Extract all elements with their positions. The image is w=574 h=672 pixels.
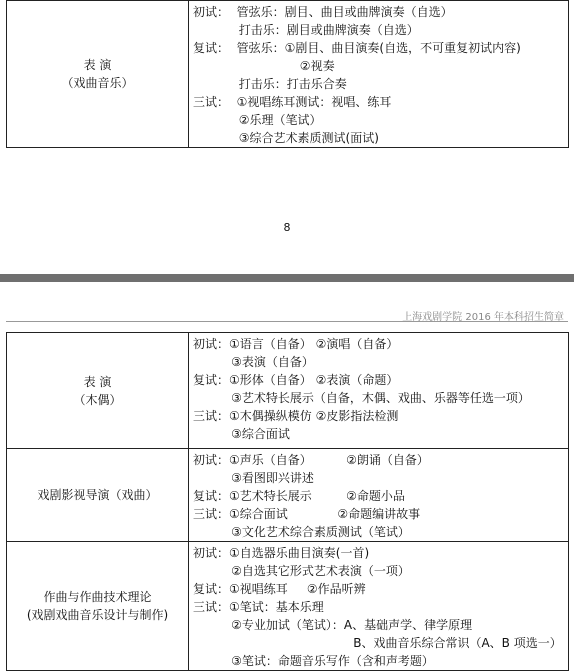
major-name: 表 演 — [83, 58, 112, 72]
exam-line: 三试：①笔试：基本乐理 — [193, 600, 324, 614]
exam-line: 打击乐：剧目或曲牌演奏（自选） — [193, 23, 419, 37]
page-top — [0, 0, 574, 274]
major-name-cell — [7, 542, 189, 671]
exam-line: 复试：①艺术特长展示 ②命题小品 — [193, 489, 405, 503]
major-name-cell — [7, 449, 189, 542]
exam-content-cell — [189, 449, 569, 542]
page-number: 8 — [283, 221, 291, 234]
exam-line: ③笔试：命题音乐写作（含和声考题） — [193, 654, 434, 668]
exam-line: 打击乐：打击乐合奏 — [193, 77, 347, 91]
exam-line: ③看图即兴讲述 — [193, 471, 314, 485]
major-subname: (戏剧戏曲音乐设计与制作) — [26, 608, 169, 622]
exam-line: ③综合面试 — [193, 427, 290, 441]
exam-line: 复试：①视唱练耳 ②作品听辨 — [193, 582, 366, 596]
major-name: 表 演 — [83, 374, 112, 389]
exam-line: ③文化艺术综合素质测试（笔试） — [193, 525, 410, 539]
exam-line: 三试：①木偶操纵模仿 ②皮影指法检测 — [193, 409, 399, 423]
admission-table-top — [6, 0, 569, 148]
table-row — [7, 1, 569, 148]
exam-line: 三试： ①视唱练耳测试：视唱、练耳 — [193, 95, 392, 109]
exam-content-cell — [189, 333, 569, 449]
running-header: 上海戏剧学院 2016 年本科招生简章 — [402, 312, 564, 323]
exam-line: ②自选其它形式艺术表演（一项） — [193, 564, 410, 578]
exam-line: B、戏曲音乐综合常识（A、B 项选一） — [193, 636, 562, 650]
exam-content-cell — [189, 542, 569, 671]
exam-line: ③表演（自备） — [193, 355, 314, 369]
exam-line: 复试：①形体（自备） ②表演（命题） — [193, 373, 399, 387]
major-name: 戏剧影视导演（戏曲） — [37, 488, 158, 502]
major-name-cell — [7, 1, 189, 148]
exam-line: ②乐理（笔试） — [193, 113, 322, 127]
exam-line: 初试： 管弦乐：剧目、曲目或曲牌演奏（自选） — [193, 5, 453, 19]
table-row — [7, 542, 569, 671]
major-name: 作曲与作曲技术理论 — [43, 590, 152, 604]
table-row — [7, 333, 569, 449]
major-name-cell — [7, 333, 189, 449]
admission-table-bottom — [6, 332, 569, 671]
exam-line: ③综合艺术素质测试(面试) — [193, 131, 379, 145]
exam-line: 初试：①语言（自备） ②演唱（自备） — [193, 337, 399, 351]
exam-line: ③艺术特长展示（自备，木偶、戏曲、乐器等任选一项） — [193, 391, 530, 405]
exam-line: 复试： 管弦乐：①剧目、曲目演奏(自选，不可重复初试内容) — [193, 41, 521, 55]
exam-line: 初试：①声乐（自备） ②朗诵（自备） — [193, 453, 429, 467]
major-subname: （木偶） — [73, 392, 122, 407]
table-row — [7, 449, 569, 542]
exam-line: ②专业加试（笔试）：A、基础声学、律学原理 — [193, 618, 473, 632]
exam-content-cell — [189, 1, 569, 148]
page-bottom — [0, 282, 574, 672]
page-gutter — [0, 274, 574, 282]
exam-line: 初试：①自选器乐曲目演奏(一首) — [193, 546, 370, 560]
exam-line: ②视奏 — [193, 59, 335, 73]
exam-line: 三试：①综合面试 ②命题编讲故事 — [193, 507, 421, 521]
major-subname: （戏曲音乐） — [61, 76, 134, 90]
header-rule — [6, 321, 568, 322]
